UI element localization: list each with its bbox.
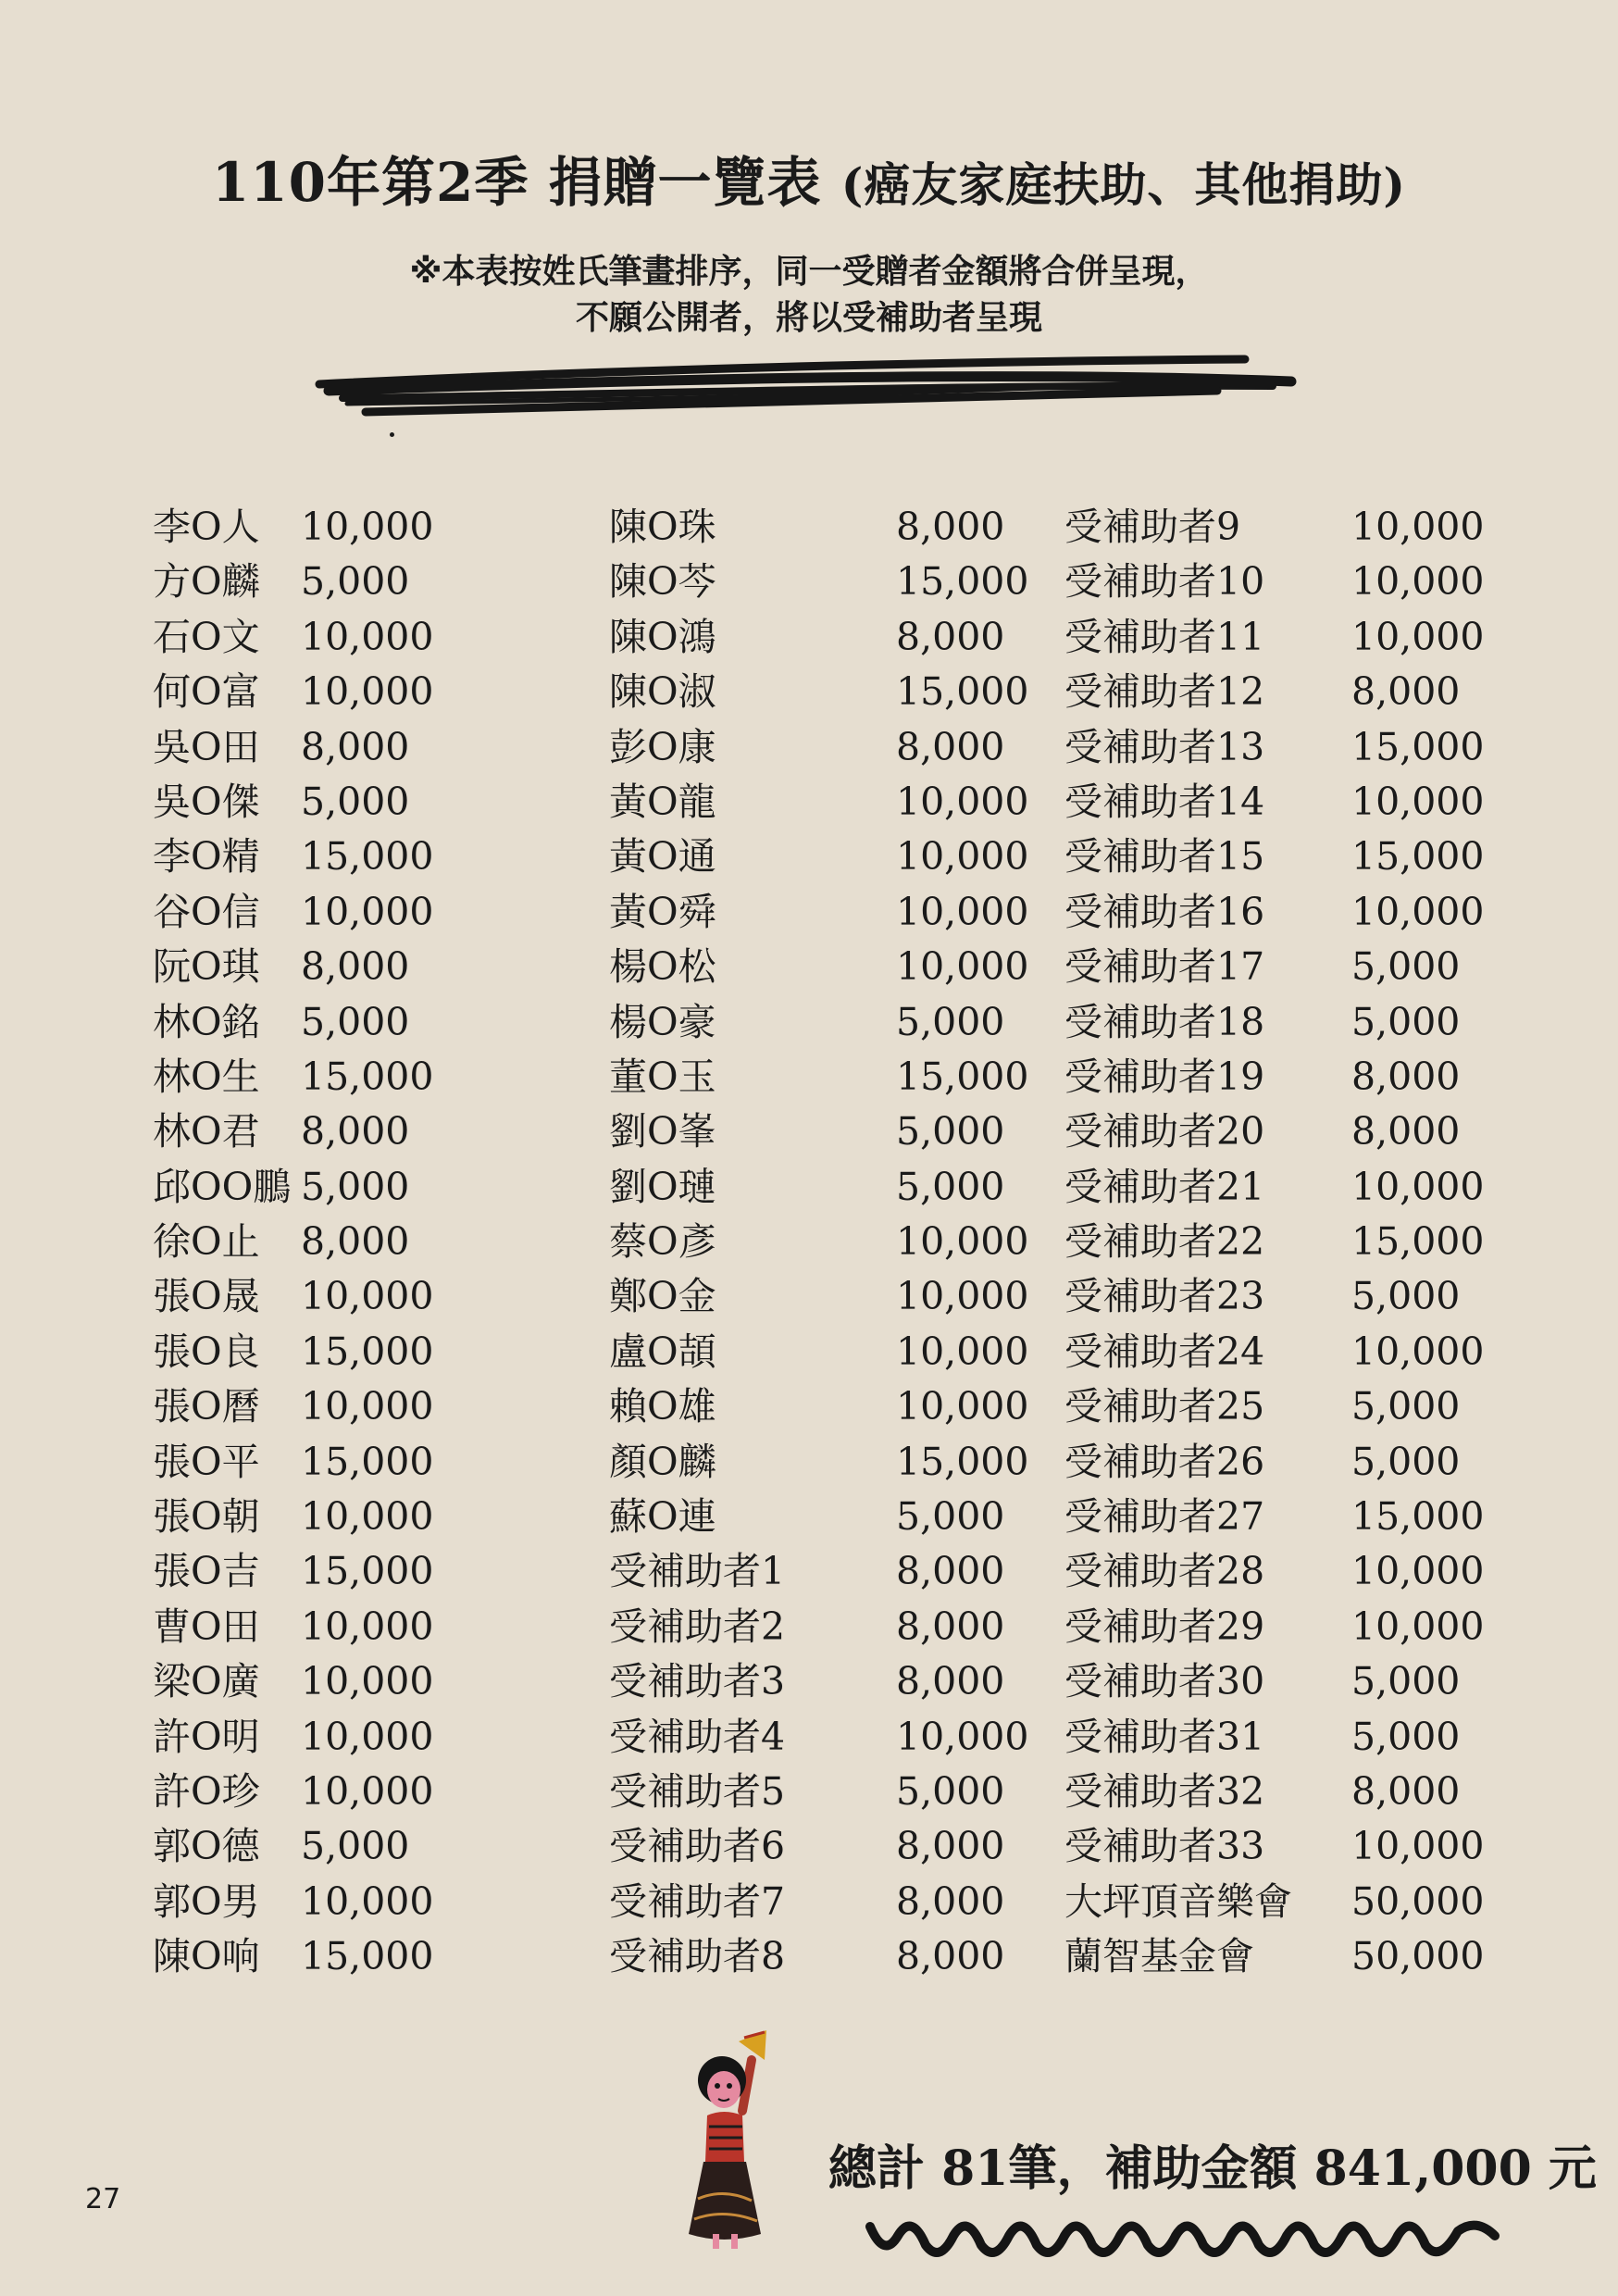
donation-amount: 5,000 — [896, 1768, 1005, 1814]
donation-amount: 10,000 — [301, 1768, 434, 1814]
donation-amount: 5,000 — [896, 1494, 1005, 1540]
donation-amount: 10,000 — [301, 1274, 434, 1319]
donor-row — [609, 1765, 1035, 1819]
donation-amount: 8,000 — [896, 1934, 1005, 1979]
donor-row — [153, 1929, 434, 1984]
donor-row — [609, 775, 1035, 830]
donor-row — [1064, 1050, 1500, 1104]
donor-row — [153, 995, 430, 1050]
donation-amount: 5,000 — [1351, 1714, 1461, 1759]
donation-amount: 5,000 — [1351, 1384, 1461, 1429]
donor-name: 谷O信 — [153, 889, 260, 934]
donation-amount: 10,000 — [1351, 1329, 1485, 1374]
donor-row — [1064, 1710, 1500, 1765]
donor-row — [153, 1215, 430, 1269]
donor-row — [1064, 775, 1500, 830]
dancer-illustration — [676, 2023, 787, 2254]
donation-amount: 15,000 — [301, 834, 434, 880]
donation-amount: 8,000 — [896, 1603, 1005, 1649]
donor-row — [153, 665, 434, 719]
donor-row — [1064, 885, 1500, 940]
donor-row — [153, 1104, 430, 1159]
donor-name: 受補助者3 — [609, 1659, 786, 1704]
donation-amount: 5,000 — [1351, 1439, 1461, 1484]
donor-name: 受補助者17 — [1064, 944, 1265, 990]
donor-row — [1064, 940, 1500, 994]
donor-name: 受補助者28 — [1064, 1549, 1265, 1594]
donor-name: 張O晟 — [153, 1274, 260, 1319]
donor-row — [1064, 1269, 1500, 1324]
donor-row — [609, 1710, 1035, 1765]
donation-amount: 10,000 — [301, 1659, 434, 1704]
donor-name: 受補助者11 — [1064, 614, 1265, 659]
donor-name: 許O珍 — [153, 1768, 260, 1814]
donor-row — [153, 1325, 434, 1379]
donor-row — [1064, 1819, 1500, 1874]
donation-amount: 10,000 — [301, 505, 434, 549]
donor-row — [153, 1490, 434, 1544]
donation-amount: 10,000 — [896, 1329, 1029, 1374]
donor-row — [153, 500, 434, 555]
donor-name: 受補助者30 — [1064, 1659, 1265, 1704]
donor-row — [609, 830, 1035, 884]
donor-name: 受補助者27 — [1064, 1494, 1265, 1540]
donor-row — [1064, 1435, 1500, 1490]
donor-name: 受補助者9 — [1064, 505, 1241, 549]
donor-row — [609, 1325, 1035, 1379]
donation-amount: 10,000 — [1351, 1549, 1485, 1594]
donor-name: 黃O通 — [609, 834, 716, 880]
donation-amount: 8,000 — [896, 614, 1005, 659]
donor-row — [1064, 1765, 1500, 1819]
title-subtitle: (癌友家庭扶助、其他捐助) — [840, 157, 1407, 212]
donor-name: 吳O田 — [153, 724, 260, 769]
donation-amount: 8,000 — [896, 724, 1005, 769]
donor-row — [153, 610, 434, 665]
donor-row — [153, 1765, 434, 1819]
donor-row — [1064, 1875, 1500, 1929]
donor-row — [1064, 610, 1500, 665]
donor-row — [153, 940, 430, 994]
donor-row — [609, 940, 1035, 994]
donor-column-1 — [153, 500, 434, 1985]
donor-name: 張O良 — [153, 1329, 260, 1374]
donor-row — [609, 1819, 1035, 1874]
donation-amount: 50,000 — [1351, 1878, 1485, 1924]
donation-amount: 5,000 — [896, 999, 1005, 1044]
donor-name: 方O麟 — [153, 559, 260, 605]
donor-row — [153, 720, 430, 775]
donor-row — [609, 995, 1035, 1050]
donation-amount: 5,000 — [301, 1164, 410, 1209]
ink-dot — [390, 432, 394, 437]
donation-amount: 10,000 — [301, 1878, 434, 1924]
donation-amount: 15,000 — [896, 1054, 1029, 1099]
donor-row — [153, 1160, 430, 1215]
donor-row — [609, 1490, 1035, 1544]
donor-name: 楊O松 — [609, 944, 716, 990]
donation-amount: 10,000 — [896, 834, 1029, 880]
donation-amount: 10,000 — [1351, 505, 1485, 549]
donor-name: 受補助者16 — [1064, 889, 1265, 934]
donor-row — [153, 1435, 434, 1490]
donor-name: 林O銘 — [153, 999, 260, 1044]
donation-amount: 8,000 — [1351, 1054, 1461, 1099]
squiggle-underline — [865, 2208, 1504, 2264]
donor-row — [153, 775, 430, 830]
donor-row — [609, 720, 1035, 775]
donor-row — [609, 1600, 1035, 1654]
donor-row — [1064, 1215, 1500, 1269]
donor-name: 受補助者8 — [609, 1934, 786, 1979]
donor-row — [153, 1269, 434, 1324]
donor-row — [609, 1875, 1035, 1929]
donor-row — [153, 885, 434, 940]
donor-row — [1064, 1379, 1500, 1434]
donor-row — [1064, 1490, 1500, 1544]
donor-name: 受補助者33 — [1064, 1824, 1265, 1869]
donor-row — [1064, 830, 1500, 884]
donation-amount: 10,000 — [896, 889, 1029, 934]
donor-name: 受補助者29 — [1064, 1603, 1265, 1649]
donation-amount: 15,000 — [1351, 724, 1485, 769]
donation-amount: 10,000 — [301, 889, 434, 934]
donor-name: 顏O麟 — [609, 1439, 716, 1484]
donation-amount: 10,000 — [301, 1714, 434, 1759]
donation-amount: 15,000 — [301, 1054, 434, 1099]
donor-name: 徐O止 — [153, 1219, 260, 1265]
donor-name: 鄭O金 — [609, 1274, 716, 1319]
donation-amount: 8,000 — [301, 724, 410, 769]
donor-name: 受補助者12 — [1064, 669, 1265, 715]
page-number: 27 — [85, 2183, 121, 2215]
donation-amount: 8,000 — [301, 1219, 410, 1265]
total-summary: 總計 81筆，補助金額 841,000 元 — [828, 2140, 1597, 2197]
donation-amount: 5,000 — [1351, 1659, 1461, 1704]
donor-name: 蘭智基金會 — [1064, 1934, 1254, 1979]
donor-name: 受補助者32 — [1064, 1768, 1265, 1814]
donor-name: 盧O頡 — [609, 1329, 716, 1374]
donor-name: 楊O豪 — [609, 999, 716, 1044]
donor-name: 受補助者23 — [1064, 1274, 1265, 1319]
donor-row — [1064, 665, 1500, 719]
donor-name: 受補助者7 — [609, 1878, 786, 1924]
donor-name: 曹O田 — [153, 1603, 260, 1649]
donor-row — [1064, 1654, 1500, 1709]
donor-row — [153, 1710, 434, 1765]
donor-name: 阮O琪 — [153, 944, 260, 990]
donor-name: 梁O廣 — [153, 1659, 260, 1704]
donor-row — [1064, 500, 1500, 555]
donor-name: 受補助者26 — [1064, 1439, 1265, 1484]
donor-name: 張O平 — [153, 1439, 260, 1484]
donor-name: 陳O鴻 — [609, 614, 716, 659]
donor-row — [1064, 1929, 1500, 1984]
donor-name: 彭O康 — [609, 724, 716, 769]
donation-amount: 8,000 — [896, 1659, 1005, 1704]
donor-row — [609, 610, 1035, 665]
donation-amount: 5,000 — [1351, 1274, 1461, 1319]
donation-amount: 8,000 — [896, 1824, 1005, 1869]
donor-name: 大坪頂音樂會 — [1064, 1878, 1292, 1924]
donor-row — [609, 1929, 1035, 1984]
donation-amount: 8,000 — [1351, 1109, 1461, 1154]
donor-name: 陳O淑 — [609, 669, 716, 715]
donation-amount: 5,000 — [301, 779, 410, 824]
donor-row — [153, 1875, 434, 1929]
donation-amount: 8,000 — [896, 1878, 1005, 1924]
donor-row — [609, 1215, 1035, 1269]
donation-amount: 10,000 — [1351, 1164, 1485, 1209]
donation-amount: 10,000 — [896, 944, 1029, 990]
donation-amount: 10,000 — [1351, 559, 1485, 605]
donation-amount: 5,000 — [1351, 999, 1461, 1044]
donor-name: 李O精 — [153, 834, 260, 880]
donation-amount: 15,000 — [896, 559, 1029, 605]
donor-row — [609, 1160, 1035, 1215]
donor-name: 李O人 — [153, 505, 260, 549]
donation-amount: 8,000 — [301, 1109, 410, 1154]
donation-amount: 15,000 — [1351, 834, 1485, 880]
title-main: 110年第2季 捐贈一覽表 — [211, 151, 822, 214]
donor-name: 受補助者24 — [1064, 1329, 1265, 1374]
donor-name: 郭O德 — [153, 1824, 260, 1869]
donor-row — [609, 1104, 1035, 1159]
donation-amount: 5,000 — [301, 999, 410, 1044]
donor-name: 林O生 — [153, 1054, 260, 1099]
donor-row — [153, 1050, 434, 1104]
donation-amount: 10,000 — [896, 1274, 1029, 1319]
donor-row — [153, 1600, 434, 1654]
donor-name: 受補助者2 — [609, 1603, 786, 1649]
donor-name: 張O吉 — [153, 1549, 260, 1594]
donation-amount: 10,000 — [301, 1494, 434, 1540]
donor-row — [609, 1544, 1035, 1599]
donation-amount: 8,000 — [301, 944, 410, 990]
donor-name: 陳O珠 — [609, 505, 716, 549]
donor-row — [609, 1379, 1035, 1434]
donor-name: 陳O响 — [153, 1934, 260, 1979]
donation-amount: 15,000 — [896, 669, 1029, 715]
donor-row — [1064, 1104, 1500, 1159]
donation-amount: 10,000 — [1351, 614, 1485, 659]
donor-name: 郭O男 — [153, 1878, 260, 1924]
donor-row — [1064, 1160, 1500, 1215]
donor-name: 吳O傑 — [153, 779, 260, 824]
donor-name: 黃O舜 — [609, 889, 716, 934]
donation-amount: 8,000 — [896, 505, 1005, 549]
donor-row — [1064, 1544, 1500, 1599]
donation-amount: 15,000 — [301, 1549, 434, 1594]
donor-name: 受補助者6 — [609, 1824, 786, 1869]
donor-name: 陳O芩 — [609, 559, 716, 605]
donor-name: 受補助者31 — [1064, 1714, 1265, 1759]
donor-name: 邱OO鵬 — [153, 1164, 292, 1209]
donor-name: 何O富 — [153, 669, 260, 715]
donor-row — [609, 1654, 1035, 1709]
donor-row — [1064, 1600, 1500, 1654]
donor-name: 受補助者22 — [1064, 1219, 1265, 1265]
donor-row — [609, 1269, 1035, 1324]
sorting-note-line2: 不願公開者，將以受補助者呈現 — [575, 299, 1042, 337]
donation-amount: 10,000 — [896, 1219, 1029, 1265]
donation-amount: 15,000 — [1351, 1219, 1485, 1265]
donation-amount: 10,000 — [1351, 779, 1485, 824]
donation-amount: 8,000 — [1351, 1768, 1461, 1814]
donor-name: 受補助者15 — [1064, 834, 1265, 880]
donor-name: 蘇O連 — [609, 1494, 716, 1540]
donation-amount: 15,000 — [1351, 1494, 1485, 1540]
donor-name: 受補助者20 — [1064, 1109, 1265, 1154]
donation-amount: 10,000 — [896, 779, 1029, 824]
donor-row — [609, 665, 1035, 719]
sorting-note-line1: ※本表按姓氏筆畫排序，同一受贈者金額將合併呈現， — [409, 253, 1209, 291]
donation-amount: 8,000 — [896, 1549, 1005, 1594]
donor-name: 受補助者13 — [1064, 724, 1265, 769]
donor-name: 受補助者5 — [609, 1768, 786, 1814]
donor-row — [1064, 995, 1500, 1050]
donation-amount: 10,000 — [1351, 1824, 1485, 1869]
donor-row — [609, 1435, 1035, 1490]
donor-name: 張O曆 — [153, 1384, 260, 1429]
donation-amount: 5,000 — [1351, 944, 1461, 990]
donation-amount: 15,000 — [896, 1439, 1029, 1484]
donor-row — [609, 555, 1035, 609]
donor-name: 石O文 — [153, 614, 260, 659]
donor-row — [153, 1544, 434, 1599]
donor-name: 蔡O彥 — [609, 1219, 716, 1265]
donor-name: 林O君 — [153, 1109, 260, 1154]
donation-amount: 15,000 — [301, 1329, 434, 1374]
donor-name: 許O明 — [153, 1714, 260, 1759]
donation-amount: 10,000 — [1351, 1603, 1485, 1649]
donor-row — [153, 555, 430, 609]
donor-row — [153, 1379, 434, 1434]
donor-row — [153, 1819, 430, 1874]
donation-amount: 10,000 — [301, 1384, 434, 1429]
donor-column-2 — [609, 500, 1035, 1985]
donor-row — [1064, 555, 1500, 609]
brush-scribble-divider — [310, 343, 1310, 426]
donor-row — [1064, 720, 1500, 775]
donor-name: 張O朝 — [153, 1494, 260, 1540]
donor-name: 黃O龍 — [609, 779, 716, 824]
donation-amount: 5,000 — [301, 559, 410, 605]
donor-name: 董O玉 — [609, 1054, 716, 1099]
donor-name: 劉O峯 — [609, 1109, 716, 1154]
donation-amount: 5,000 — [896, 1109, 1005, 1154]
donor-name: 受補助者18 — [1064, 999, 1265, 1044]
donor-row — [153, 1654, 434, 1709]
page-title — [0, 139, 1618, 217]
donation-amount: 50,000 — [1351, 1934, 1485, 1979]
donor-name: 受補助者21 — [1064, 1164, 1265, 1209]
donation-amount: 10,000 — [301, 669, 434, 715]
donor-row — [1064, 1325, 1500, 1379]
donor-name: 受補助者1 — [609, 1549, 786, 1594]
donation-amount: 10,000 — [301, 614, 434, 659]
donor-name: 受補助者19 — [1064, 1054, 1265, 1099]
donation-amount: 15,000 — [301, 1439, 434, 1484]
donation-amount: 10,000 — [1351, 889, 1485, 934]
donor-row — [153, 830, 434, 884]
donation-amount: 10,000 — [896, 1714, 1029, 1759]
donor-row — [609, 885, 1035, 940]
donation-amount: 8,000 — [1351, 669, 1461, 715]
donation-amount: 15,000 — [301, 1934, 434, 1979]
donation-amount: 5,000 — [301, 1824, 410, 1869]
donor-name: 受補助者14 — [1064, 779, 1265, 824]
donor-name: 受補助者10 — [1064, 559, 1265, 605]
donation-amount: 10,000 — [896, 1384, 1029, 1429]
donor-row — [609, 1050, 1035, 1104]
donor-column-3 — [1064, 500, 1500, 1985]
donation-amount: 10,000 — [301, 1603, 434, 1649]
donor-name: 劉O璉 — [609, 1164, 716, 1209]
donation-amount: 5,000 — [896, 1164, 1005, 1209]
donor-name: 賴O雄 — [609, 1384, 716, 1429]
donor-name: 受補助者25 — [1064, 1384, 1265, 1429]
donor-name: 受補助者4 — [609, 1714, 786, 1759]
donor-row — [609, 500, 1035, 555]
